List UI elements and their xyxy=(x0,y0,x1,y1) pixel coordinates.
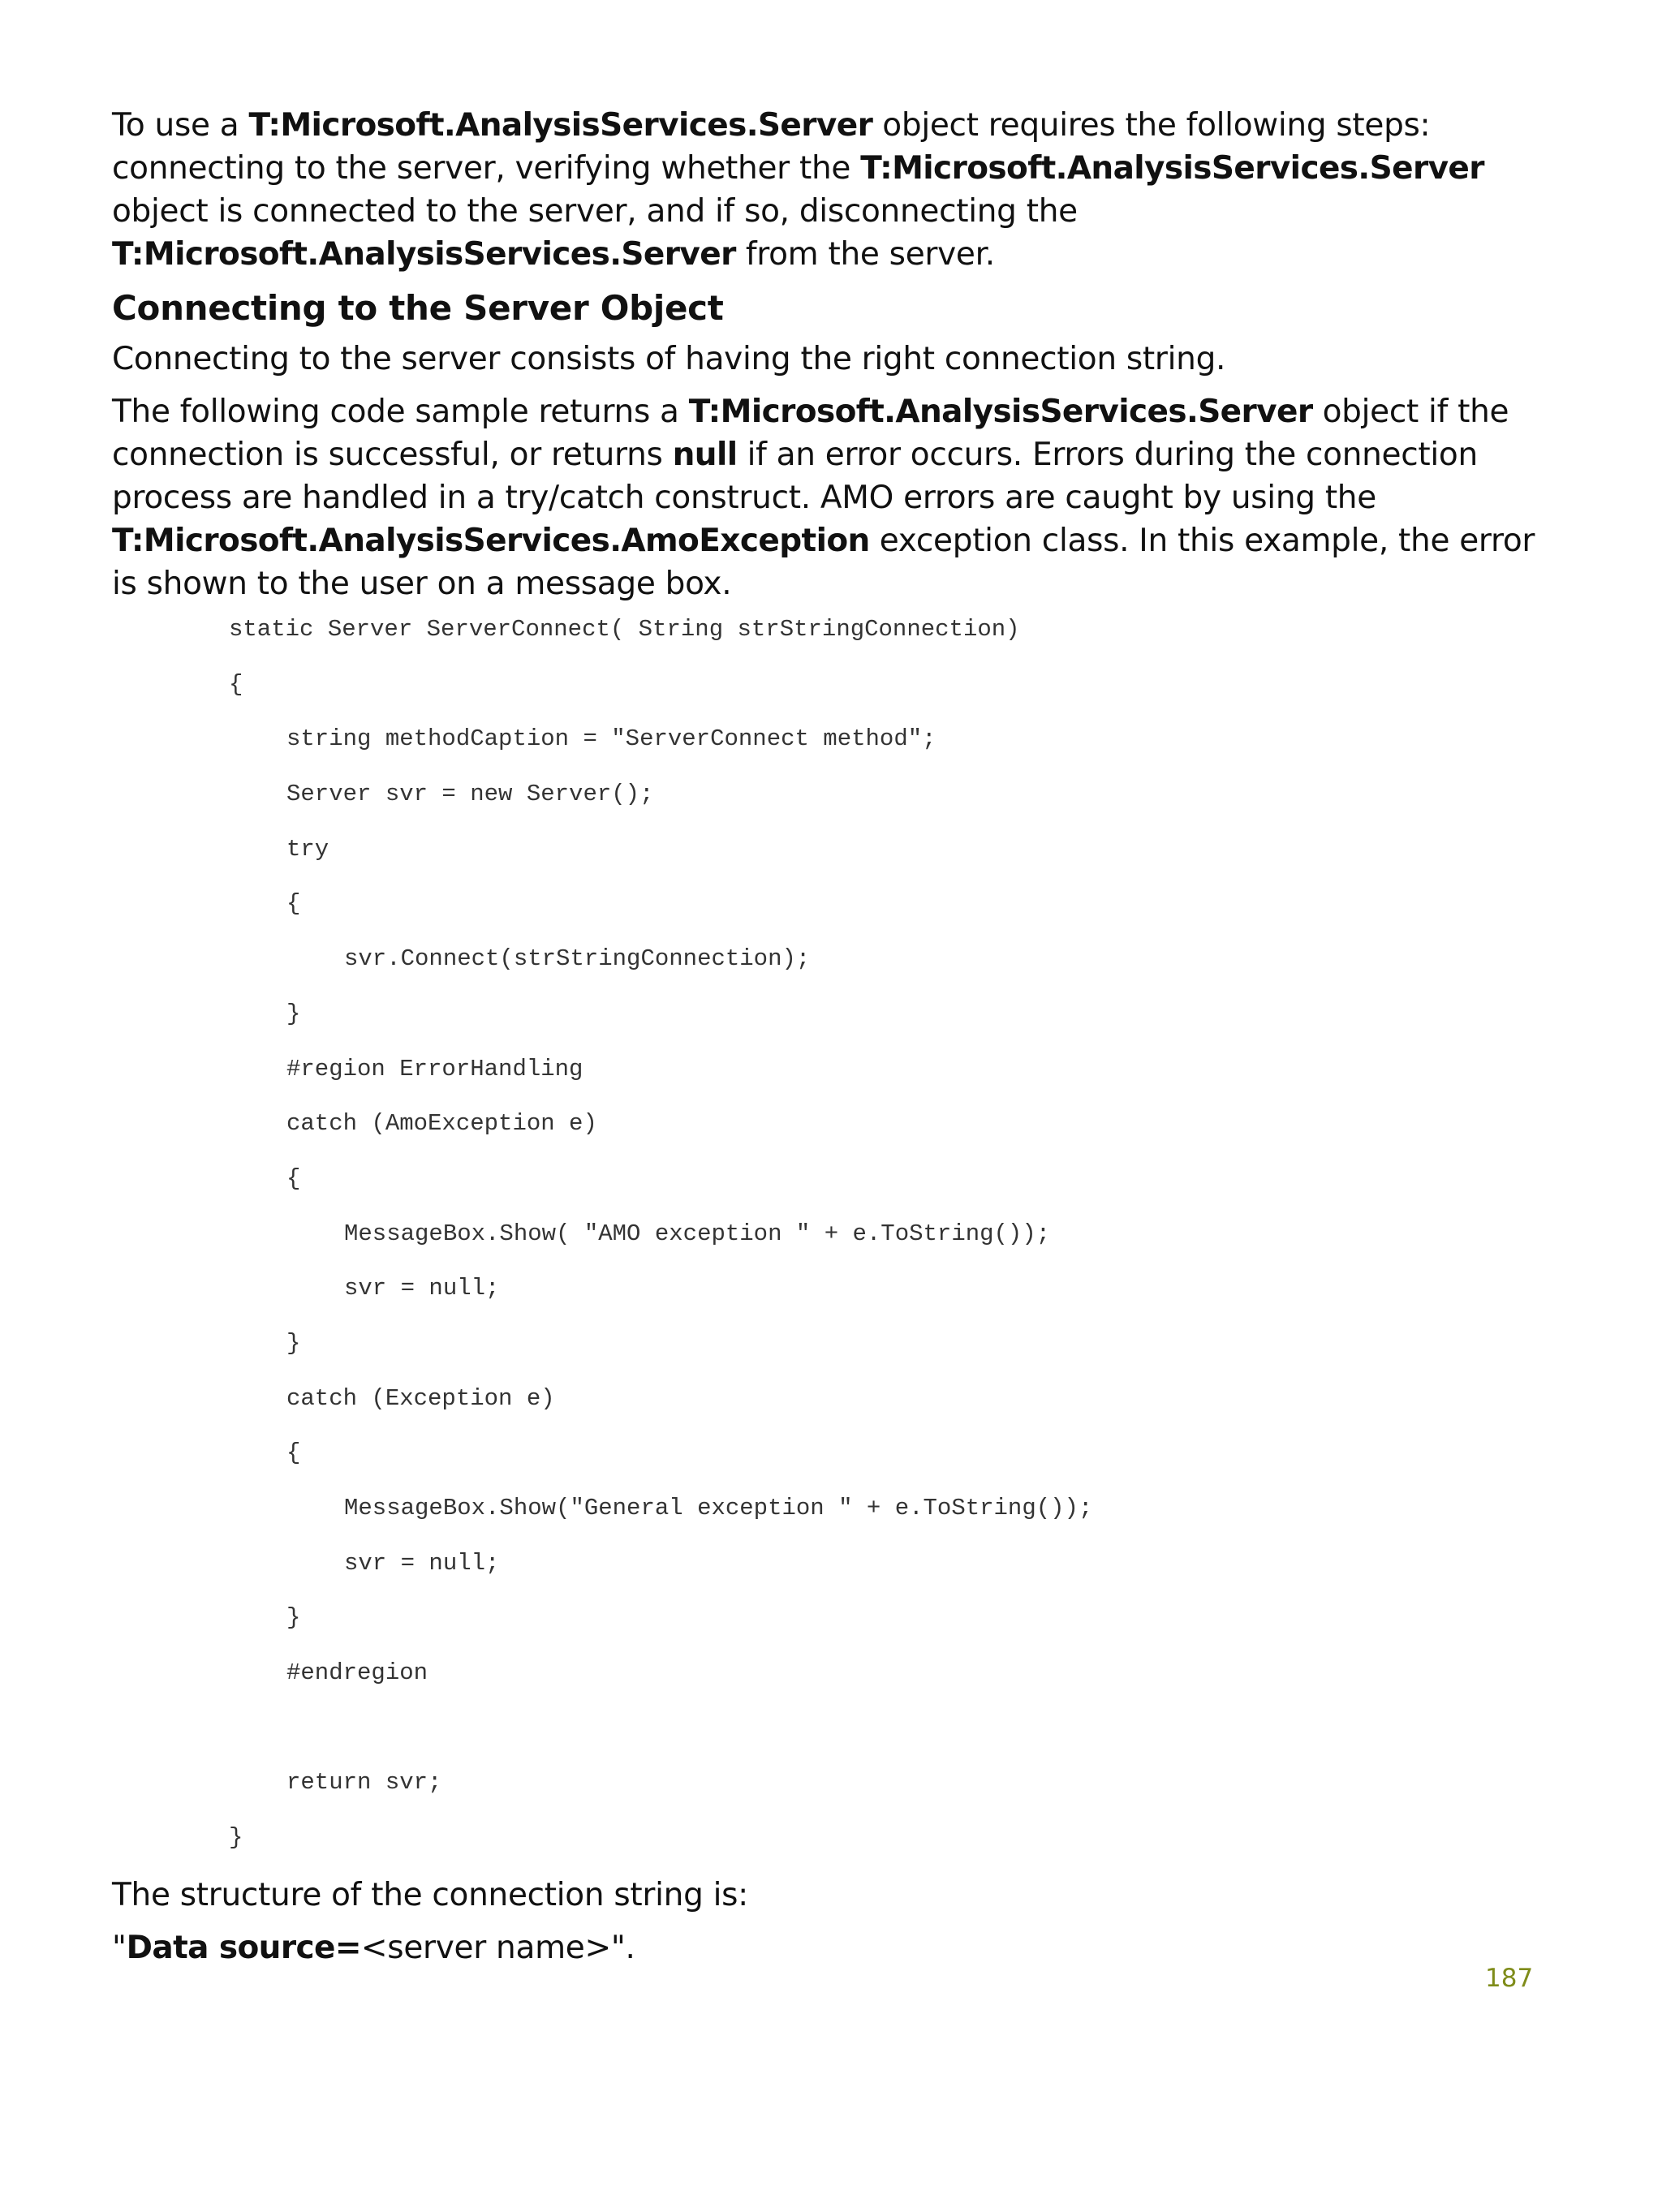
code-line: { xyxy=(286,890,301,918)
code-line: { xyxy=(229,670,243,698)
code-line: } xyxy=(286,1329,301,1357)
code-line: { xyxy=(286,1164,301,1192)
connection-string-format xyxy=(112,1926,1540,1969)
page-number: 187 xyxy=(1485,1964,1534,1993)
description-text: if an error occurs. Errors during the connection process are handled in a try/catch construct. AMO errors are caught by using the xyxy=(112,437,1478,516)
connection-string-paragraph: Connecting to the server consists of having the right connection string. xyxy=(112,341,1226,377)
server-class-reference: T:Microsoft.AnalysisServices.Server xyxy=(112,236,736,273)
code-line: Server svr = new Server(); xyxy=(286,781,654,808)
code-line: svr = null; xyxy=(344,1275,500,1302)
intro-paragraph xyxy=(112,104,1540,276)
code-sample xyxy=(229,615,1540,1878)
code-line: { xyxy=(286,1440,301,1467)
structure-paragraph: The structure of the connection string is: xyxy=(112,1876,749,1913)
intro-text: from the server. xyxy=(735,236,995,273)
intro-text: object is connected to the server, and if so, disconnecting the xyxy=(112,193,1078,230)
code-line: string methodCaption = "ServerConnect method"; xyxy=(286,725,936,753)
null-keyword: null xyxy=(672,437,738,473)
code-line: MessageBox.Show("General exception " + e.ToString()); xyxy=(344,1495,1093,1521)
code-sample-description xyxy=(112,390,1540,605)
section-heading: Connecting to the Server Object xyxy=(112,288,724,328)
amo-exception-class-reference: T:Microsoft.AnalysisServices.AmoException xyxy=(112,523,870,559)
quote-mark: " xyxy=(112,1929,127,1966)
code-line: try xyxy=(286,835,329,863)
code-line: return svr; xyxy=(286,1769,442,1797)
code-line: } xyxy=(286,1000,301,1027)
code-line: svr.Connect(strStringConnection); xyxy=(344,945,811,973)
intro-text: object requires the following steps: connecting to the server, verifying whether the xyxy=(112,107,1431,187)
code-line: catch (Exception e) xyxy=(286,1384,555,1412)
code-line: #endregion xyxy=(286,1659,428,1687)
server-class-reference: T:Microsoft.AnalysisServices.Server xyxy=(860,150,1484,187)
description-text: object if the connection is successful, or returns xyxy=(112,394,1509,473)
code-line: } xyxy=(286,1604,301,1632)
code-line: } xyxy=(229,1824,243,1852)
server-class-reference: T:Microsoft.AnalysisServices.Server xyxy=(248,107,873,144)
code-line: static Server ServerConnect( String strStringConnection) xyxy=(229,616,1020,643)
description-text: The following code sample returns a xyxy=(112,394,689,430)
document-page xyxy=(112,104,1540,1979)
code-line: svr = null; xyxy=(344,1549,500,1577)
code-line: catch (AmoException e) xyxy=(286,1110,597,1138)
description-text: exception class. In this example, the error is shown to the user on a message box. xyxy=(112,523,1535,602)
code-line: MessageBox.Show( "AMO exception " + e.ToString()); xyxy=(344,1220,1051,1247)
server-class-reference: T:Microsoft.AnalysisServices.Server xyxy=(688,394,1313,430)
code-line: #region ErrorHandling xyxy=(286,1055,583,1082)
data-source-keyword: Data source= xyxy=(126,1929,361,1966)
server-name-placeholder: <server name>". xyxy=(360,1929,635,1966)
intro-text: To use a xyxy=(112,107,249,144)
code-line xyxy=(229,1714,1540,1769)
